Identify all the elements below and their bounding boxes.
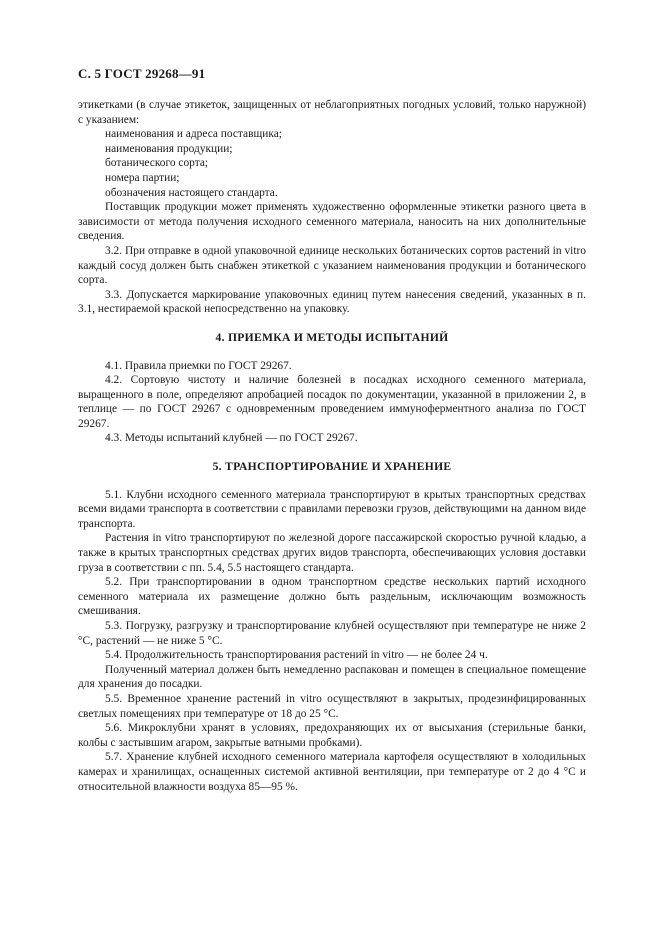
list-item: обозначения настоящего стандарта. <box>105 186 278 199</box>
paragraph: 5.3. Погрузку, разгрузку и транспортирование клубней осуществляют при температуре не ниже 2 °С, растений — не ниже 5 °С. <box>78 620 586 647</box>
paragraph: 5.7. Хранение клубней исходного семенного материала картофеля осуществляют в холодильных камерах и хранилищах, оснащенных системой активной вентиляции, при температуре от 2 до 4 °С и относительной влажности воздуха 85—95 %. <box>78 751 586 793</box>
paragraph: Полученный материал должен быть немедленно распакован и помещен в специальное помещение для хранения до посадки. <box>78 663 586 691</box>
list-item: ботанического сорта; <box>105 157 209 170</box>
paragraph: 4.1. Правила приемки по ГОСТ 29267. <box>105 359 292 372</box>
section-heading: 5. ТРАНСПОРТИРОВАНИЕ И ХРАНЕНИЕ <box>212 460 452 474</box>
paragraph: 4.2. Сортовую чистоту и наличие болезней в посадках исходного семенного материала, выращенного в поле, определяют апробацией посадок по документации, указанной в приложении 2, в теплице — по ГОСТ 29267 с одновременным проведением иммуноферментного анализа по ГОСТ 29267. <box>78 374 586 430</box>
paragraph: 5.4. Продолжительность транспортирования растений in vitro — не более 24 ч. <box>105 649 488 662</box>
paragraph: 5.1. Клубни исходного семенного материала транспортируют в крытых транспортных средствах всеми видами транспорта в соответствии с правилами перевозки грузов, действующими на данном виде транспорта. <box>78 488 586 530</box>
paragraph: 5.6. Микроклубни хранят в условиях, предохраняющих их от высыхания (стерильные банки, колбы с застывшим агаром, закрытые ватными пробками). <box>78 722 586 749</box>
document-body <box>78 98 586 794</box>
paragraph: 5.2. При транспортировании в одном транспортном средстве нескольких партий исходного семенного материала их размещение должно быть раздельным, исключающим возможность смешивания. <box>78 576 586 618</box>
section-heading: 4. ПРИЕМКА И МЕТОДЫ ИСПЫТАНИЙ <box>215 330 449 344</box>
paragraph: 3.3. Допускается маркирование упаковочных единиц путем нанесения сведений, указанных в п. 3.1, нестираемой краской непосредственно на упаковку. <box>78 288 586 316</box>
paragraph: 3.2. При отправке в одной упаковочной единице нескольких ботанических сортов растений in vitro каждый сосуд должен быть снабжен этикеткой с указанием наименования продукции и ботанического сорта. <box>78 244 586 287</box>
list-item: наименования продукции; <box>105 142 233 155</box>
paragraph: Растения in vitro транспортируют по железной дороге пассажирской скоростью ручной кладью, а также в крытых транспортных средствах других видов транспорта, обеспечивающих условия доставки груза в соответствии с пп. 5.4, 5.5 настоящего стандарта. <box>78 532 586 574</box>
paragraph: этикетками (в случае этикеток, защищенных от неблагоприятных погодных условий, только наружной) с указанием: <box>78 99 586 126</box>
page-header: С. 5 ГОСТ 29268—91 <box>78 66 206 81</box>
list-item: номера партии; <box>105 171 180 184</box>
paragraph: 4.3. Методы испытаний клубней — по ГОСТ 29267. <box>105 432 358 445</box>
list-item: наименования и адреса поставщика; <box>105 128 282 141</box>
paragraph: Поставщик продукции может применять художественно оформленные этикетки разного цвета в зависимости от метода получения исходного семенного материала, наносить на них дополнительные сведения. <box>78 201 586 243</box>
paragraph: 5.5. Временное хранение растений in vitro осуществляют в закрытых, продезинфицированных светлых помещениях при температуре от 18 до 25 °С. <box>78 692 586 720</box>
